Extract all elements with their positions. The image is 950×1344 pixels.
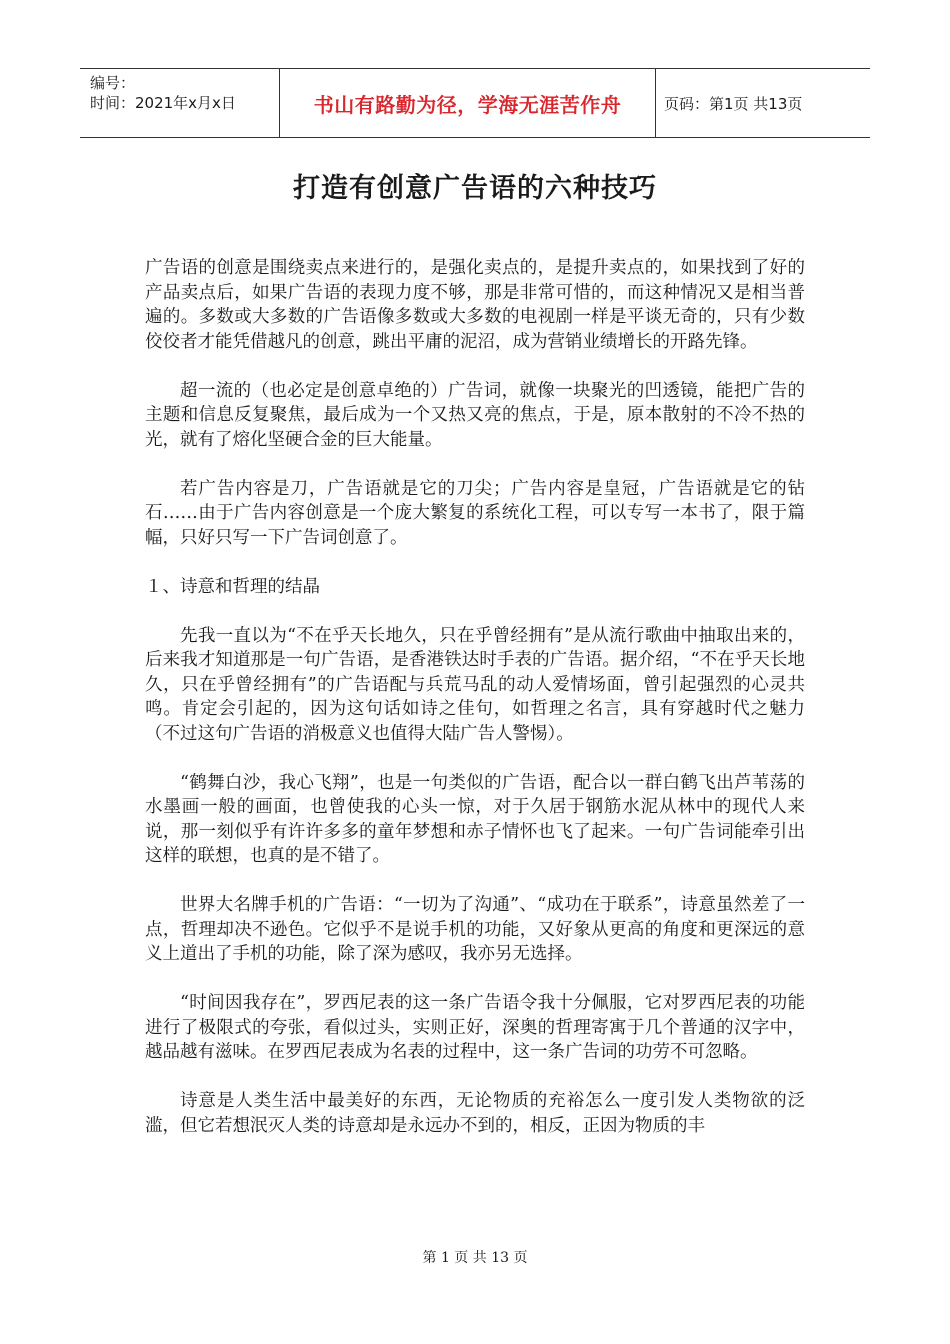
page-footer: 第 1 页 共 13 页 bbox=[422, 1250, 528, 1266]
document-body bbox=[145, 256, 805, 1163]
paragraph: 超一流的（也必定是创意卓绝的）广告词，就像一块聚光的凹透镜，能把广告的主题和信息反复聚焦，最后成为一个又热又亮的焦点，于是，原本散射的不冷不热的光，就有了熔化坚硬合金的巨大能量。 bbox=[145, 380, 805, 450]
document-date-label: 时间：2021年x月x日 bbox=[90, 94, 236, 112]
paragraph: 世界大名牌手机的广告语：“一切为了沟通”、“成功在于联系”，诗意虽然差了一点，哲理却决不逊色。它似乎不是说手机的功能，又好象从更高的角度和更深远的意义上道出了手机的功能，除了深为感叹，我亦另无选择。 bbox=[145, 895, 805, 964]
paragraph: “时间因我存在”，罗西尼表的这一条广告语令我十分佩服，它对罗西尼表的功能进行了极限式的夸张，看似过头，实则正好，深奥的哲理寄寓于几个普通的汉字中，越品越有滋味。在罗西尼表成为名表的过程中，这一条广告词的功劳不可忽略。 bbox=[145, 993, 805, 1062]
section-heading: １、诗意和哲理的结晶 bbox=[145, 576, 320, 597]
document-number-label: 编号： bbox=[90, 74, 136, 92]
header-page-cell bbox=[656, 69, 870, 137]
page-header bbox=[80, 68, 870, 138]
paragraph: 广告语的创意是围绕卖点来进行的，是强化卖点的，是提升卖点的，如果找到了好的产品卖点后，如果广告语的表现力度不够，那是非常可惜的，而这种情况又是相当普遍的。多数或大多数的广告语像多数或大多数的电视剧一样是平谈无奇的，只有少数佼佼者才能凭借越凡的创意，跳出平庸的泥沼，成为营销业绩增长的开路先锋。 bbox=[145, 258, 805, 352]
header-page-label: 页码：第1页 共13页 bbox=[664, 94, 803, 113]
paragraph: “鹤舞白沙，我心飞翔”，也是一句类似的广告语，配合以一群白鹤飞出芦苇荡的水墨画一般的画面，也曾使我的心头一惊，对于久居于钢筋水泥从林中的现代人来说，那一刻似乎有许许多多的童年梦想和赤子情怀也飞了起来。一句广告词能牵引出这样的联想，也真的是不错了。 bbox=[145, 772, 805, 866]
header-meta-cell bbox=[80, 69, 280, 137]
paragraph: 诗意是人类生活中最美好的东西，无论物质的充裕怎么一度引发人类物欲的泛滥，但它若想泯灭人类的诗意却是永远办不到的，相反，正因为物质的丰 bbox=[145, 1091, 805, 1136]
header-motto: 书山有路勤为径，学海无涯苦作舟 bbox=[313, 92, 622, 117]
paragraph: 先我一直以为“不在乎天长地久，只在乎曾经拥有”是从流行歌曲中抽取出来的，后来我才知道那是一句广告语，是香港铁达时手表的广告语。据介绍，“不在乎天长地久，只在乎曾经拥有”的广告语配与兵荒马乱的动人爱情场面，曾引起强烈的心灵共鸣。肯定会引起的，因为这句话如诗之佳句，如哲理之名言，具有穿越时代之魅力（不过这句广告语的消极意义也值得大陆广告人警惕）。 bbox=[145, 625, 805, 744]
document-title: 打造有创意广告语的六种技巧 bbox=[293, 173, 657, 204]
header-motto-cell bbox=[280, 69, 656, 137]
paragraph: 若广告内容是刀，广告语就是它的刀尖；广告内容是皇冠，广告语就是它的钻石……由于广告内容创意是一个庞大繁复的系统化工程，可以专写一本书了，限于篇幅，只好只写一下广告词创意了。 bbox=[145, 478, 805, 548]
